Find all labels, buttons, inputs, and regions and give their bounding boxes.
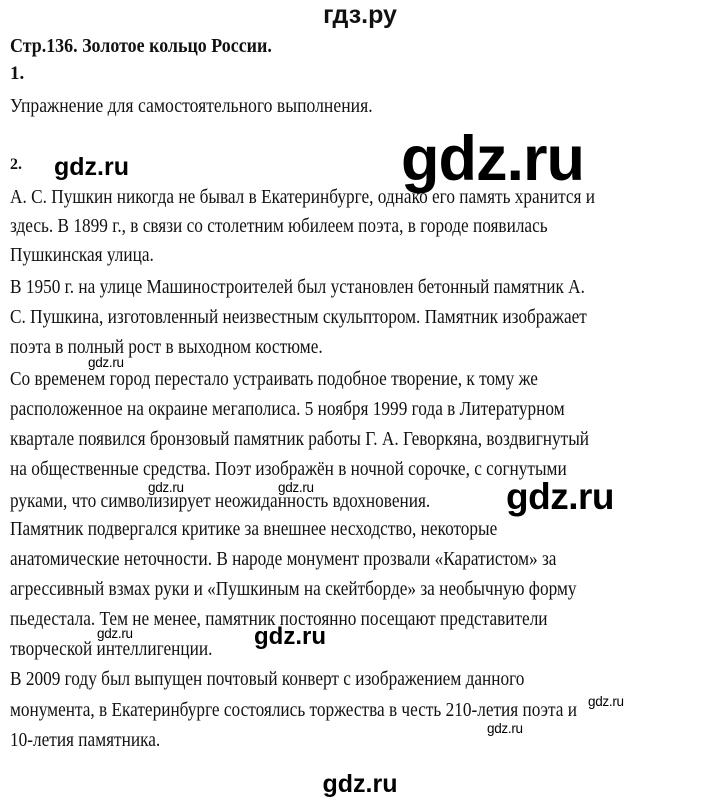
answer-line: Памятник подвергался критике за внешнее несходство, некоторые	[10, 519, 498, 540]
watermark: gdz.ru	[54, 153, 129, 181]
answer-line: поэта в полный рост в выходном костюме.	[10, 337, 323, 358]
answer-line: анатомические неточности. В народе монумент прозвали «Каратистом» за	[10, 549, 557, 570]
watermark-small: gdz.ru	[148, 480, 184, 495]
footer-watermark: gdz.ru	[322, 770, 398, 798]
task-number-1: 1.	[10, 63, 25, 84]
task-number-2: 2.	[10, 156, 22, 173]
watermark-small: gdz.ru	[487, 721, 523, 736]
answer-line: монумента, в Екатеринбурге состоялись торжества в честь 210-летия поэта и	[10, 700, 577, 721]
site-header-logo: гдз.ру	[323, 1, 397, 29]
answer-line: творческой интеллигенции.	[10, 639, 213, 660]
answer-line: Со временем город перестало устраивать подобное творение, к тому же	[10, 369, 538, 390]
answer-line: В 2009 году был выпущен почтовый конверт с изображением данного	[10, 669, 525, 690]
watermark-large: gdz.ru	[401, 124, 584, 194]
answer-line: расположенное на окраине мегаполиса. 5 ноября 1999 года в Литературном	[10, 399, 565, 420]
task-1-text: Упражнение для самостоятельного выполнения.	[10, 96, 373, 117]
page-title: Стр.136. Золотое кольцо России.	[10, 36, 272, 57]
watermark-small: gdz.ru	[278, 480, 314, 495]
watermark-medium: gdz.ru	[506, 476, 614, 517]
answer-line: В 1950 г. на улице Машиностроителей был установлен бетонный памятник А.	[10, 277, 585, 298]
answer-line: агрессивный взмах руки и «Пушкиным на скейтборде» за необычную форму	[10, 579, 577, 600]
answer-line: здесь. В 1899 г., в связи со столетним юбилеем поэта, в городе появилась	[10, 216, 548, 237]
watermark-small: gdz.ru	[588, 694, 624, 709]
answer-line: квартале появился бронзовый памятник работы Г. А. Геворкяна, воздвигнутый	[10, 429, 590, 450]
watermark: gdz.ru	[254, 623, 326, 650]
answer-line: Пушкинская улица.	[10, 245, 154, 266]
answer-line: пьедестала. Тем не менее, памятник постоянно посещают представители	[10, 609, 548, 630]
watermark-small: gdz.ru	[97, 626, 133, 641]
answer-line: руками, что символизирует неожиданность вдохновения.	[10, 491, 431, 512]
answer-line: 10-летия памятника.	[10, 730, 161, 751]
answer-line: С. Пушкина, изготовленный неизвестным скульптором. Памятник изображает	[10, 307, 587, 328]
answer-line: А. С. Пушкин никогда не бывал в Екатеринбурге, однако его память хранится и	[10, 187, 596, 208]
watermark-small: gdz.ru	[88, 355, 124, 370]
answer-line: на общественные средства. Поэт изображён в ночной сорочке, с согнутыми	[10, 459, 567, 480]
